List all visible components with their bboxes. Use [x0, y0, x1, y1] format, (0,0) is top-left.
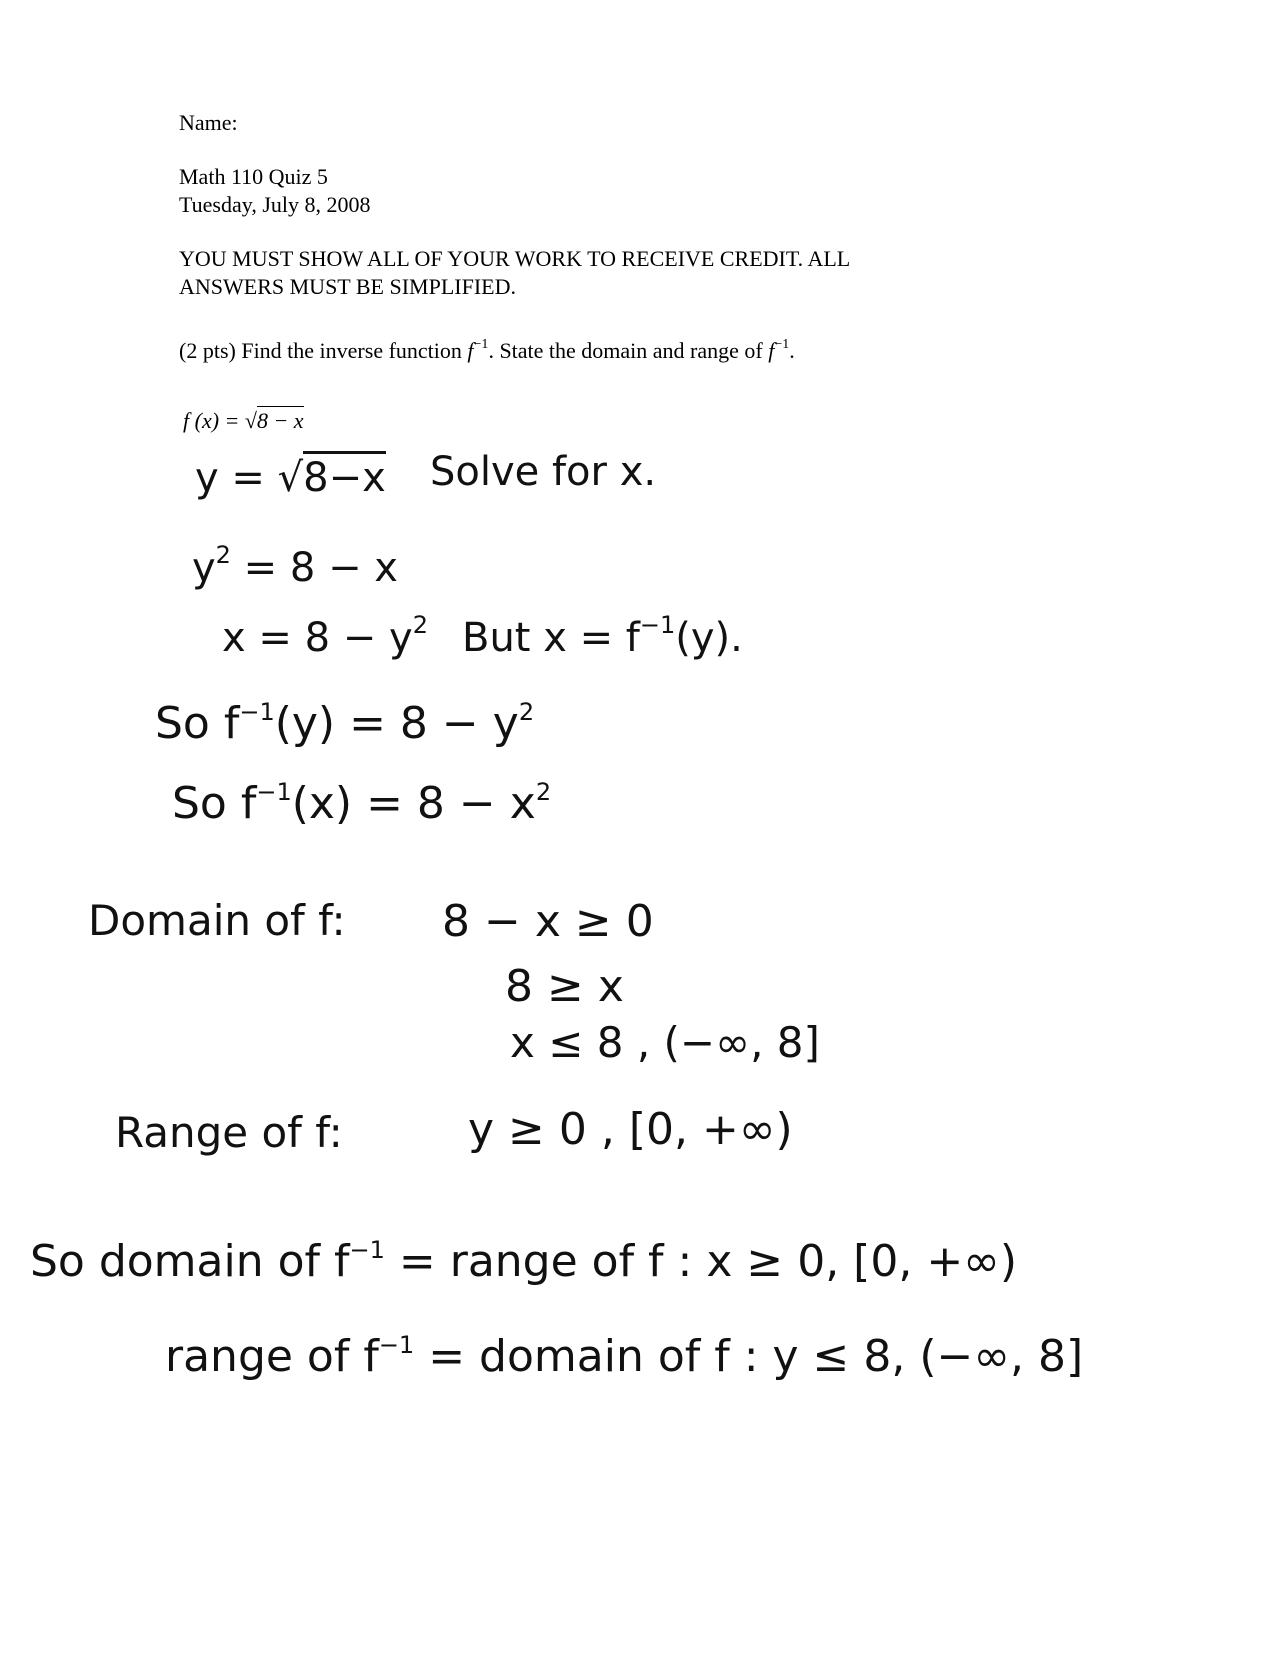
hw-range-value: y ≥ 0 , [0, +∞): [468, 1104, 793, 1155]
hw-line-3-note: [462, 611, 743, 661]
hw-line5-exp2: 2: [535, 778, 552, 806]
hw-domain-step-1: 8 − x ≥ 0: [442, 896, 654, 947]
hw-concl1-exp: −1: [349, 1236, 385, 1264]
hw-solve-note: Solve for x.: [430, 449, 657, 495]
course-title: Math 110 Quiz 5: [179, 164, 328, 189]
inverse-exponent: −1: [473, 337, 489, 352]
hw-radicand: 8−x: [303, 451, 386, 501]
hw-domain-step-2: 8 ≥ x: [505, 961, 624, 1012]
hw-range-label: Range of f:: [115, 1108, 343, 1157]
f-symbol: f: [467, 338, 474, 363]
hw-concl2-exp: −1: [378, 1331, 415, 1359]
name-label: Name:: [179, 110, 238, 135]
problem-text-b: . State the domain and range of: [488, 338, 763, 363]
hw-line3-note-exp: −1: [639, 611, 676, 639]
hw-concl2-a: range of f: [165, 1331, 379, 1382]
hw-line5-b: (x) = 8 − x: [291, 778, 536, 829]
hw-line4-a: So f: [155, 698, 240, 749]
hw-line4-exp: −1: [239, 698, 275, 726]
hw-line-5: [172, 778, 552, 829]
hw-concl2-b: = domain of f : y ≤ 8, (−∞, 8]: [414, 1331, 1084, 1382]
hw-line3-exp: 2: [412, 611, 428, 639]
hw-line4-b: (y) = 8 − y: [274, 698, 519, 749]
hw-line-3: [222, 611, 428, 661]
problem-period: .: [789, 338, 795, 363]
hw-line3-note-a: But x = f: [462, 615, 640, 661]
hw-concl1-b: = range of f : x ≥ 0, [0, +∞): [384, 1236, 1018, 1287]
instructions-line-1: YOU MUST SHOW ALL OF YOUR WORK TO RECEIVE CREDIT. ALL: [179, 246, 851, 271]
problem-statement: [179, 337, 795, 363]
hw-line3-main: x = 8 − y: [222, 615, 413, 661]
hw-line2-y: y: [192, 545, 216, 591]
hw-conclusion-1: [30, 1236, 1018, 1287]
hw-domain-step-3: x ≤ 8 , (−∞, 8]: [510, 1018, 820, 1067]
hw-line1-lhs: y =: [195, 455, 278, 501]
problem-points: (2 pts): [179, 338, 236, 363]
radicand: 8 − x: [256, 408, 304, 433]
hw-domain-label: Domain of f:: [88, 896, 346, 945]
given-function: [183, 410, 304, 432]
hw-line-2: [192, 541, 398, 591]
hw-line4-exp2: 2: [518, 698, 535, 726]
hw-line5-a: So f: [172, 778, 257, 829]
hw-conclusion-2: [165, 1331, 1084, 1382]
given-lhs: f (x) =: [183, 408, 245, 433]
hw-concl1-a: So domain of f: [30, 1236, 350, 1287]
hw-line-1: [195, 455, 386, 501]
hw-line2-rest: = 8 − x: [230, 545, 398, 591]
hw-line5-exp: −1: [256, 778, 292, 806]
problem-text-a: Find the inverse function: [241, 338, 462, 363]
inverse-exponent-2: −1: [774, 337, 790, 352]
f-symbol-2: f: [768, 338, 775, 363]
hw-radical: √: [277, 455, 304, 501]
hw-line2-exp: 2: [215, 541, 231, 569]
quiz-date: Tuesday, July 8, 2008: [179, 192, 371, 217]
radical-sign: √: [244, 408, 257, 433]
hw-line3-note-end: (y).: [675, 615, 743, 661]
hw-line-4: [155, 698, 535, 749]
instructions-line-2: ANSWERS MUST BE SIMPLIFIED.: [179, 274, 516, 299]
